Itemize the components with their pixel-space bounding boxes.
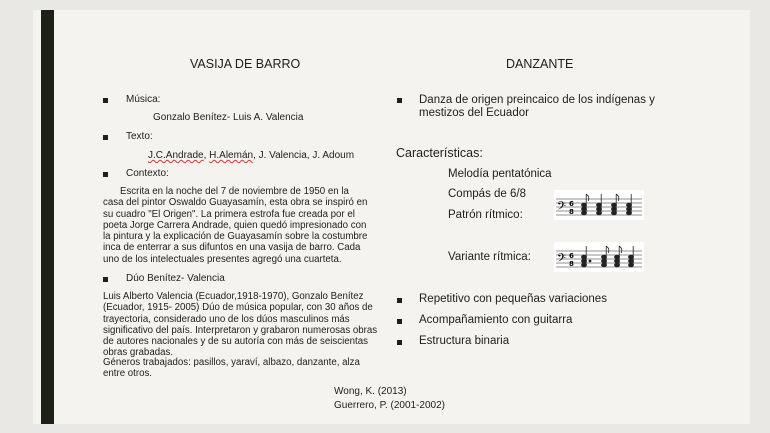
svg-text:8: 8	[569, 260, 574, 268]
svg-text:6: 6	[569, 252, 574, 260]
bullet-texto	[103, 135, 108, 140]
texto-author-aleman: H.Alemán	[209, 150, 254, 161]
compas-text: Compás de 6/8	[448, 188, 526, 200]
contexto-heading: Contexto:	[126, 168, 169, 179]
danza-text: Danza de origen preincaico de los indígenas y mestizos del Ecuador	[419, 94, 655, 119]
item-estructura: Estructura binaria	[419, 335, 510, 347]
rhythm-variant-svg	[554, 242, 644, 272]
item-acompanamiento: Acompañamiento con guitarra	[419, 314, 573, 326]
bass-clef-icon: 𝄢	[557, 200, 567, 216]
caracteristicas-heading: Características:	[396, 146, 483, 160]
musica-value: Gonzalo Benítez- Luis A. Valencia	[153, 112, 304, 123]
bullet-duo	[103, 277, 108, 282]
bullet-item-1	[397, 298, 402, 303]
musica-heading: Música:	[126, 94, 161, 105]
right-title: DANZANTE	[506, 57, 574, 71]
texto-rest: , J. Valencia, J. Adoum	[253, 150, 355, 161]
rhythm-pattern-notation	[554, 190, 644, 220]
reference-wong: Wong, K. (2013)	[334, 386, 407, 397]
texto-separator: ,	[203, 150, 210, 161]
patron-text: Patrón rítmico:	[448, 209, 523, 221]
left-title: VASIJA DE BARRO	[190, 57, 301, 71]
rhythm-variant-notation	[554, 242, 644, 272]
texto-heading: Texto:	[126, 131, 153, 142]
duo-paragraph: Luis Alberto Valencia (Ecuador,1918-1970), Gonzalo Benítez (Ecuador, 1915- 2005) Dúo de música popular, con 30 años de trayectoria, considerado uno de los dúos masculinos más significativo del país. Interpretaron y grabaron numerosas obras de autores nacionales y de su autoría con más de seiscientas obras grabadas.	[103, 291, 378, 359]
bullet-danza	[397, 98, 402, 103]
side-accent-bar	[41, 10, 54, 424]
bullet-item-2	[397, 319, 402, 324]
texto-author-andrade: J.C.Andrade	[148, 150, 204, 161]
variante-text: Variante rítmica:	[448, 251, 531, 263]
item-repetitivo: Repetitivo con pequeñas variaciones	[419, 293, 607, 305]
svg-text:6: 6	[569, 200, 574, 208]
rhythm-pattern-svg	[554, 190, 644, 220]
bullet-item-3	[397, 340, 402, 345]
melodia-text: Melodía pentatónica	[448, 168, 552, 180]
bullet-contexto	[103, 172, 108, 177]
generos-text: Géneros trabajados: pasillos, yaraví, albazo, danzante, alza entre otros.	[103, 357, 360, 380]
svg-text:8: 8	[569, 208, 574, 216]
bass-clef-icon: 𝄢	[557, 252, 567, 268]
texto-value	[148, 150, 354, 161]
bullet-musica	[103, 98, 108, 103]
contexto-paragraph: Escrita en la noche del 7 de noviembre de 1950 en la casa del pintor Oswaldo Guayasamín, esta obra se inspiró en su cuadro "El Origen". La primera estrofa fue creada por el poeta Jorge Carrera Andrade, quien quedó impresionado con la pintura y la explicación de Guayasamín sobre la costumbre inca de enterrar a sus difuntos en una vasija de barro. Cada uno de los intelectuales presentes agregó una cuarteta.	[103, 186, 368, 265]
reference-guerrero: Guerrero, P. (2001-2002)	[334, 400, 445, 411]
duo-heading: Dúo Benítez- Valencia	[126, 273, 225, 284]
